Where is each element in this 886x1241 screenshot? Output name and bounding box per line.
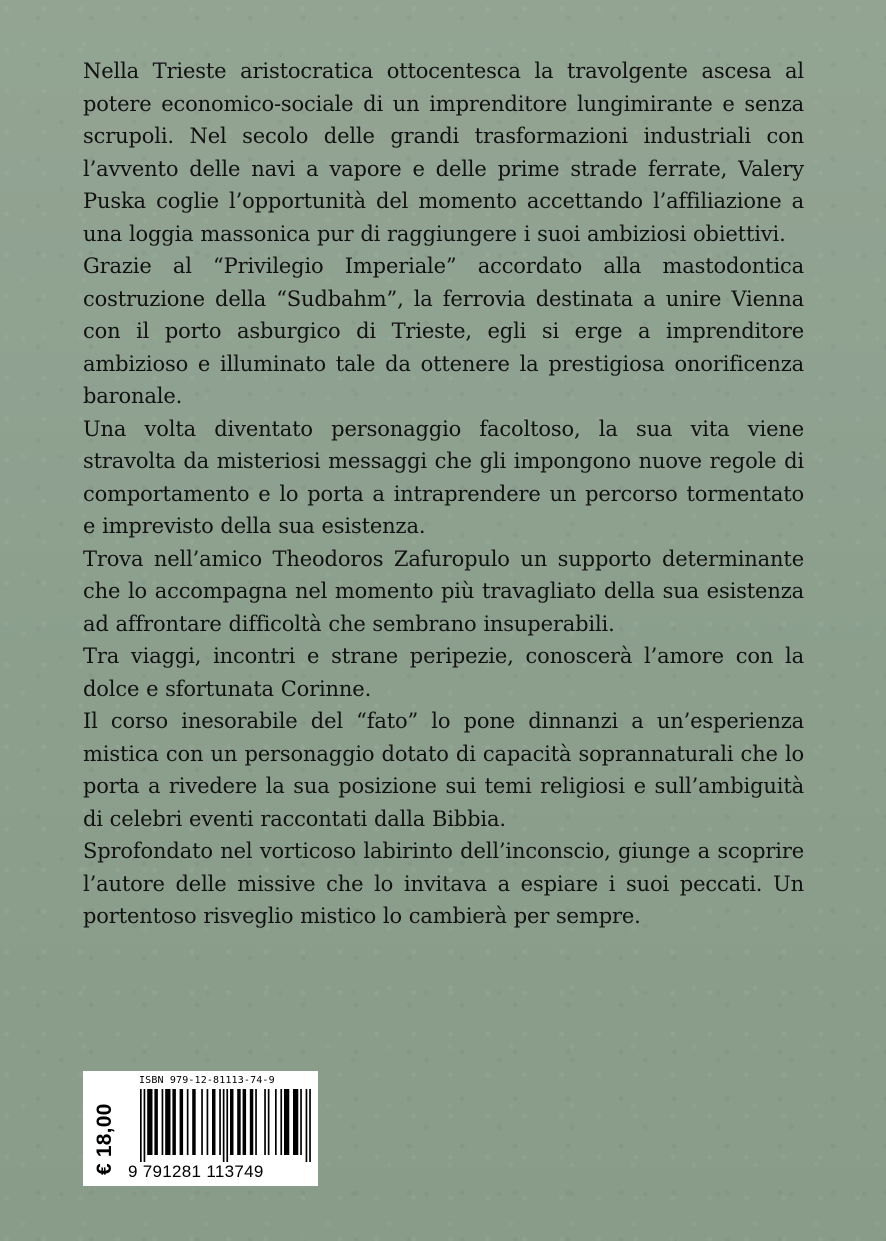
- description-paragraph-1: Nella Trieste aristocratica ottocentesca la travolgente ascesa al potere economico-sociale di un imprenditore lungimirante e senza scrupoli. Nel secolo delle grandi trasformazioni industriali con l’avvento delle navi a vapore e delle prime strade ferrate, Valery Puska coglie l’opportunità del momento accettando l’affiliazione a una loggia massonica pur di raggiungere i suoi ambiziosi obiettivi.: [83, 59, 804, 246]
- description-paragraph-5: Tra viaggi, incontri e strane peripezie, conoscerà l’amore con la dolce e sfortunata Corinne.: [83, 644, 804, 701]
- barcode-bar-11: [201, 1089, 203, 1155]
- barcode-bar-30: [309, 1089, 311, 1162]
- barcode-bar-10: [192, 1089, 195, 1155]
- barcode-bar-13: [212, 1089, 215, 1155]
- barcode-bar-4: [154, 1089, 157, 1155]
- ean-barcode: [140, 1089, 311, 1162]
- description-paragraph-4: Trova nell’amico Theodoros Zafuropulo un supporto determinante che lo accompagna nel momento più travagliato della sua esistenza ad affrontare difficoltà che sembrano insuperabili.: [83, 546, 804, 636]
- barcode-digits: 9 791281 113749: [128, 1162, 264, 1181]
- description-paragraph-3: Una volta diventato personaggio facoltoso, la sua vita viene stravolta da misteriosi messaggi che gli impongono nuove regole di comportamento e lo porta a intraprendere un percorso tormentato e imprevisto della sua esistenza.: [83, 416, 804, 538]
- barcode-bar-18: [237, 1089, 240, 1155]
- barcode-bar-6: [165, 1089, 170, 1155]
- description-paragraph-6: Il corso inesorabile del “fato” lo pone dinnanzi a un’esperienza mistica con un personaggio dotato di capacità soprannaturali che lo porta a rivedere la sua posizione sui temi religiosi e sull’ambiguità di celebri eventi raccontati dalla Bibbia.: [83, 709, 804, 831]
- barcode-bar-12: [207, 1089, 209, 1155]
- barcode-bar-24: [275, 1089, 277, 1155]
- barcode-bar-28: [300, 1089, 302, 1155]
- barcode-bar-15: [223, 1089, 225, 1162]
- description-paragraph-7: Sprofondato nel vorticoso labirinto dell’inconscio, giunge a scoprire l’autore delle missive che lo invitava a espiare i suoi peccati. Un portentoso risveglio mistico lo cambierà per sempre.: [83, 839, 804, 928]
- barcode-bar-29: [306, 1089, 308, 1162]
- barcode-bar-20: [250, 1089, 253, 1155]
- barcode-bar-2: [144, 1089, 146, 1162]
- barcode-bar-7: [172, 1089, 175, 1155]
- barcode-bar-19: [243, 1089, 246, 1155]
- book-description: [83, 55, 804, 933]
- barcode-bar-17: [230, 1089, 233, 1155]
- barcode-bar-1: [140, 1089, 142, 1162]
- barcode-bar-21: [255, 1089, 257, 1155]
- barcode-bar-9: [187, 1089, 189, 1155]
- barcode-bar-27: [293, 1089, 298, 1155]
- barcode-bar-3: [147, 1089, 152, 1155]
- description-paragraph-2: Grazie al “Privilegio Imperiale” accordato alla mastodontica costruzione della “Sudbahm”, la ferrovia destinata a unire Vienna con il porto asburgico di Trieste, egli si erge a imprenditore ambizioso e illuminato tale da ottenere la prestigiosa onorificenza baronale.: [83, 254, 804, 408]
- barcode-bar-8: [180, 1089, 183, 1155]
- barcode-bar-22: [264, 1089, 266, 1155]
- price-label: € 18,00: [93, 1103, 116, 1175]
- barcode-panel: [83, 1071, 318, 1186]
- barcode-bar-26: [284, 1089, 289, 1155]
- barcode-bar-5: [162, 1089, 164, 1155]
- barcode-bar-14: [219, 1089, 221, 1155]
- barcode-bar-25: [280, 1089, 282, 1155]
- isbn-label: ISBN 979-12-81113-74-9: [139, 1075, 275, 1086]
- barcode-bar-23: [268, 1089, 270, 1155]
- barcode-bar-16: [226, 1089, 228, 1162]
